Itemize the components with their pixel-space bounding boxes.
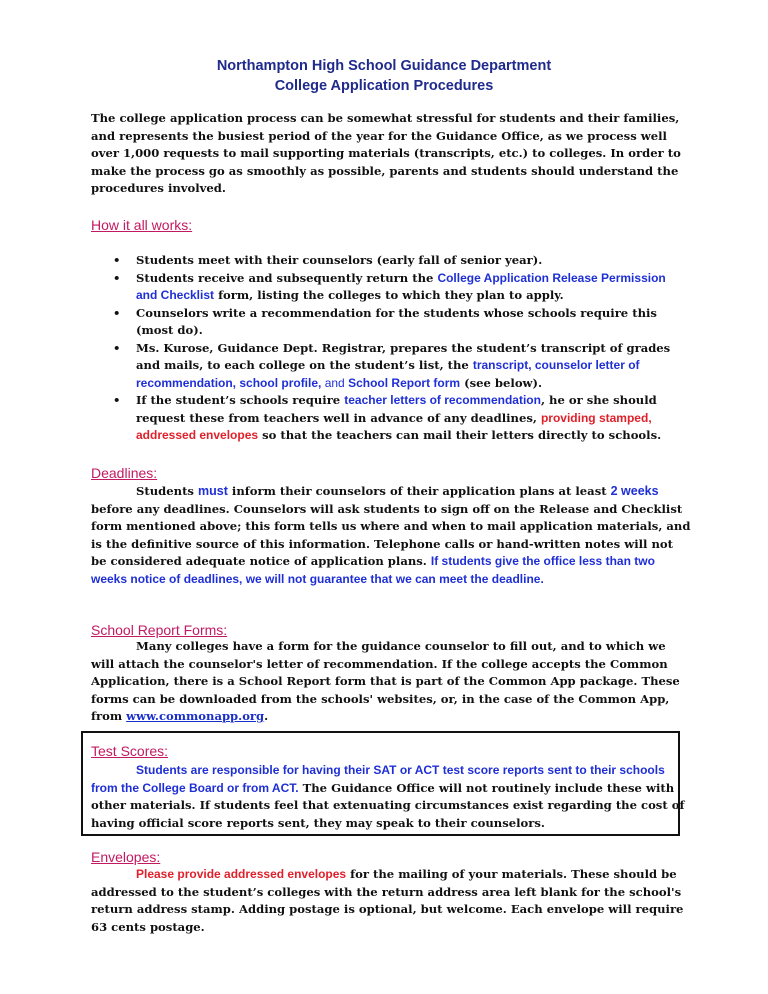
document-title: Northampton High School Guidance Department [216, 58, 552, 74]
list-item: • Students receive and subsequently return the College Application Release Permission and Checklist form, listing the colleges to which they plan to apply. [113, 270, 666, 302]
envelopes-paragraph: Please provide addressed envelopes for the mailing of your materials. These should be addressed to the student’s colleges with the return address area left blank for the school's return address stamp. Adding postage is optional, but welcome. Each envelope will require 63 cents postage. [91, 867, 684, 934]
intro-paragraph: The college application process can be somewhat stressful for students and their families, and represents the busiest period of the year for the Guidance Office, as we process well over 1,000 requests to mail supporting materials (transcripts, etc.) to colleges. In order to make the process go as smoothly as possible, parents and students should understand the procedures involved. [91, 111, 681, 195]
test-scores-heading: Test Scores: [91, 743, 169, 759]
envelope-request: Please provide addressed envelopes [136, 867, 347, 881]
test-scores-responsibility: Students are responsible for having their SAT or ACT test score reports sent to their schools from the College Board or from ACT. [91, 763, 665, 795]
envelope-requirement: providing stamped, addressed envelopes [136, 410, 652, 442]
deadlines-paragraph: Students must inform their counselors of their application plans at least 2 weeks before any deadlines. Counselors will ask students to sign off on the Release and Checklist form mentioned above; this form tells us where and when to mail application materials, and is the definitive source of this information. Telephone calls or hand-written notes will not be considered adequate notice of application plans. If students give the office less than two weeks notice of deadlines, we will not guarantee that we can meet the deadline. [91, 484, 691, 586]
must-emphasis: must [198, 484, 228, 498]
test-scores-paragraph: Students are responsible for having their SAT or ACT test score reports sent to their schools from the College Board or from ACT. The Guidance Office will not routinely include these with other materials. If students feel that extenuating circumstances exist regarding the cost of having official score reports sent, they may speak to their counselors. [91, 763, 685, 830]
deadline-warning: If students give the office less than two weeks notice of deadlines, we will not guarantee that we can meet the deadline. [91, 554, 655, 586]
bullet-icon: • [113, 340, 121, 355]
school-report-heading: School Report Forms: [91, 622, 228, 638]
how-it-works-heading: How it all works: [91, 217, 193, 233]
bullet-icon: • [113, 270, 121, 285]
envelopes-heading: Envelopes: [91, 849, 161, 865]
list-item: • Students meet with their counselors (early fall of senior year). [113, 252, 678, 270]
materials-list: transcript, counselor letter of recommendation, school profile, [136, 358, 640, 390]
list-item: • Ms. Kurose, Guidance Dept. Registrar, prepares the student’s transcript of grades and mails, to each college on the student’s list, the transcript, counselor letter of recommendation, school profile, and School Report form (see below). [113, 340, 671, 390]
release-form-name: College Application Release Permission and Checklist [136, 270, 666, 302]
list-item: • If the student’s schools require teacher letters of recommendation, he or she should request these from teachers well in advance of any deadlines, providing stamped, addressed envelopes so that the teachers can mail their letters directly to schools. [113, 393, 662, 442]
teacher-letters-note: teacher letters of recommendation [344, 393, 541, 407]
deadlines-heading: Deadlines: [91, 465, 158, 481]
school-report-name: School Report form [348, 375, 461, 390]
bullet-icon: • [113, 393, 121, 407]
two-weeks-emphasis: 2 weeks [610, 484, 659, 498]
document-subtitle: College Application Procedures [274, 78, 494, 94]
school-report-paragraph: Many colleges have a form for the guidance counselor to fill out, and to which we will attach the counselor's letter of recommendation. If the college accepts the Common Application, there is a School Report form that is part of the Common App package. These forms can be downloaded from the schools' websites, or, in the case of the Common App, from www.commonapp.org. [91, 639, 680, 723]
commonapp-link[interactable]: www.commonapp.org [126, 709, 265, 723]
list-item: • Counselors write a recommendation for the students whose schools require this (most do). [113, 305, 657, 337]
bullet-icon: • [113, 253, 121, 267]
procedure-list [113, 252, 678, 445]
bullet-icon: • [113, 305, 121, 320]
